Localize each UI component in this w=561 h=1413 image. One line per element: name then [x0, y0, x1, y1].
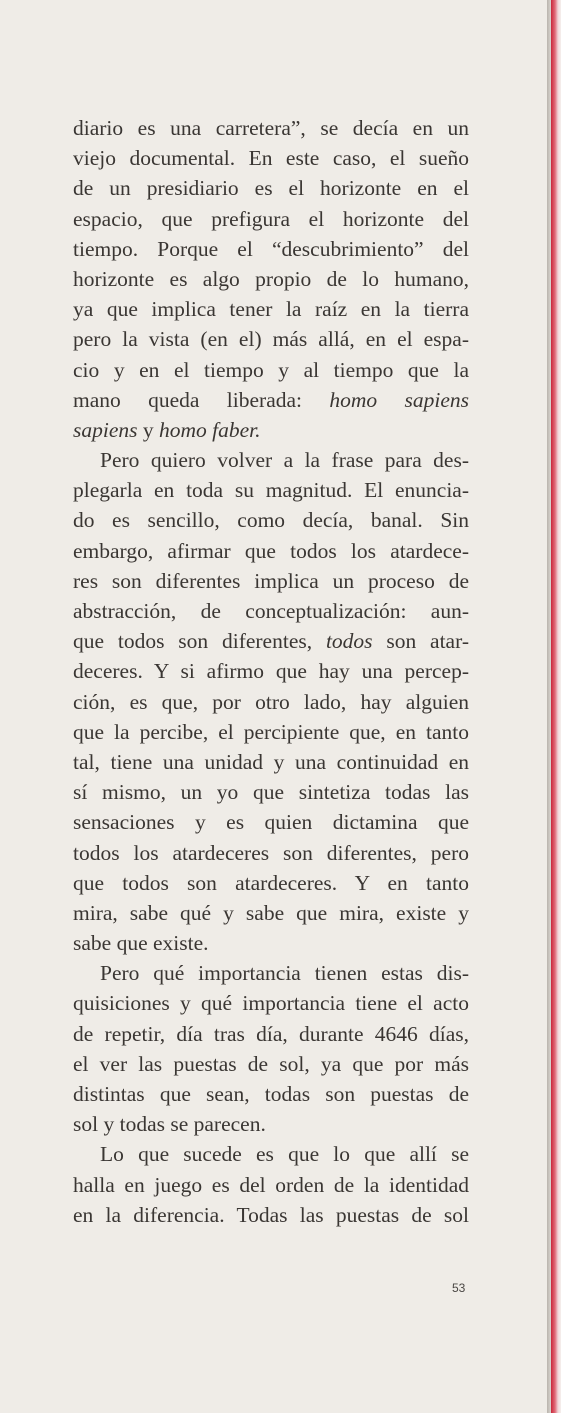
text-line: [73, 868, 469, 898]
text-line: [73, 204, 469, 234]
body-text: [73, 113, 469, 1230]
cover-edge: [551, 0, 561, 1413]
line-text: y: [137, 417, 159, 442]
text-line: [73, 928, 469, 958]
text-line: [73, 747, 469, 777]
text-line: [73, 626, 469, 656]
text-line: [73, 324, 469, 354]
line-text: mira, sabe qué y sabe que mira, existe y: [73, 900, 469, 925]
line-text: Lo que sucede es que lo que allí se: [100, 1142, 469, 1167]
line-text: Pero quiero volver a la frase para des-: [100, 448, 469, 473]
line-text: viejo documental. En este caso, el sueño: [73, 146, 469, 171]
line-text: que todos son atardeceres. Y en tanto: [73, 870, 469, 895]
line-text: en la diferencia. Todas las puestas de sol: [73, 1202, 469, 1227]
line-text: embargo, afirmar que todos los atardece-: [73, 538, 469, 563]
line-text: diario es una carretera”, se decía en un: [73, 116, 469, 140]
line-text: son atar-: [372, 629, 469, 654]
line-text: que todos son diferentes,: [73, 629, 326, 654]
text-line: [73, 566, 469, 596]
text-line: [73, 264, 469, 294]
line-text: horizonte es algo propio de lo humano,: [73, 266, 469, 291]
line-text: ya que implica tener la raíz en la tierra: [73, 297, 469, 322]
italic-text: todos: [325, 629, 373, 654]
text-line: [73, 898, 469, 928]
line-text: que la percibe, el percipiente que, en tanto: [73, 719, 469, 744]
line-text: tiempo. Porque el “descubrimiento” del: [73, 236, 469, 261]
text-line: [73, 777, 469, 807]
text-line: [73, 988, 469, 1018]
line-text: cio y en el tiempo y al tiempo que la: [73, 357, 469, 382]
text-line: [73, 505, 469, 535]
text-line: [73, 536, 469, 566]
text-line: [73, 143, 469, 173]
italic-text: sapiens: [73, 417, 138, 442]
text-line: [73, 1109, 469, 1139]
text-line: [73, 717, 469, 747]
line-text: res son diferentes implica un proceso de: [73, 568, 469, 593]
line-text: sol y todas se parecen.: [73, 1112, 266, 1137]
line-text: el ver las puestas de sol, ya que por más: [73, 1051, 469, 1076]
line-text: pero la vista (en el) más allá, en el espa-: [73, 327, 469, 352]
line-text: todos los atardeceres son diferentes, pero: [73, 840, 469, 865]
text-line: [73, 1139, 469, 1169]
line-text: do es sencillo, como decía, banal. Sin: [73, 508, 469, 533]
italic-text: homo faber.: [159, 417, 261, 442]
text-line: [73, 415, 469, 445]
text-line: [73, 807, 469, 837]
text-line: [73, 838, 469, 868]
text-line: [73, 173, 469, 203]
page-number: 53: [452, 1281, 466, 1295]
line-text: Pero qué importancia tienen estas dis-: [100, 961, 469, 986]
text-line: [73, 234, 469, 264]
text-line: [73, 294, 469, 324]
text-line: [73, 1170, 469, 1200]
line-text: halla en juego es del orden de la identidad: [73, 1172, 469, 1197]
text-line: [73, 656, 469, 686]
line-text: abstracción, de conceptualización: aun-: [73, 599, 469, 623]
line-text: de repetir, día tras día, durante 4646 días,: [73, 1021, 469, 1046]
line-text: espacio, que prefigura el horizonte del: [73, 206, 469, 231]
line-text: tal, tiene una unidad y una continuidad en: [73, 749, 469, 774]
line-text: deceres. Y si afirmo que hay una percep-: [73, 659, 469, 684]
line-text: plegarla en toda su magnitud. El enuncia-: [73, 478, 469, 503]
line-text: mano queda liberada:: [73, 387, 330, 412]
line-text: sí mismo, un yo que sintetiza todas las: [73, 780, 469, 805]
text-line: [73, 1019, 469, 1049]
text-line: [73, 385, 469, 415]
text-line: [73, 596, 469, 626]
line-text: sensaciones y es quien dictamina que: [73, 810, 469, 835]
line-text: de un presidiario es el horizonte en el: [73, 176, 469, 201]
text-line: [73, 355, 469, 385]
text-line: [73, 445, 469, 475]
line-text: quisiciones y qué importancia tiene el acto: [73, 991, 469, 1016]
text-line: [73, 687, 469, 717]
line-text: distintas que sean, todas son puestas de: [73, 1082, 469, 1106]
line-text: ción, es que, por otro lado, hay alguien: [73, 689, 469, 714]
italic-text: homo sapiens: [329, 387, 470, 412]
text-line: [73, 1079, 469, 1109]
text-line: [73, 475, 469, 505]
text-line: [73, 958, 469, 988]
text-line: [73, 113, 469, 143]
text-line: [73, 1200, 469, 1230]
line-text: sabe que existe.: [73, 931, 209, 956]
text-line: [73, 1049, 469, 1079]
